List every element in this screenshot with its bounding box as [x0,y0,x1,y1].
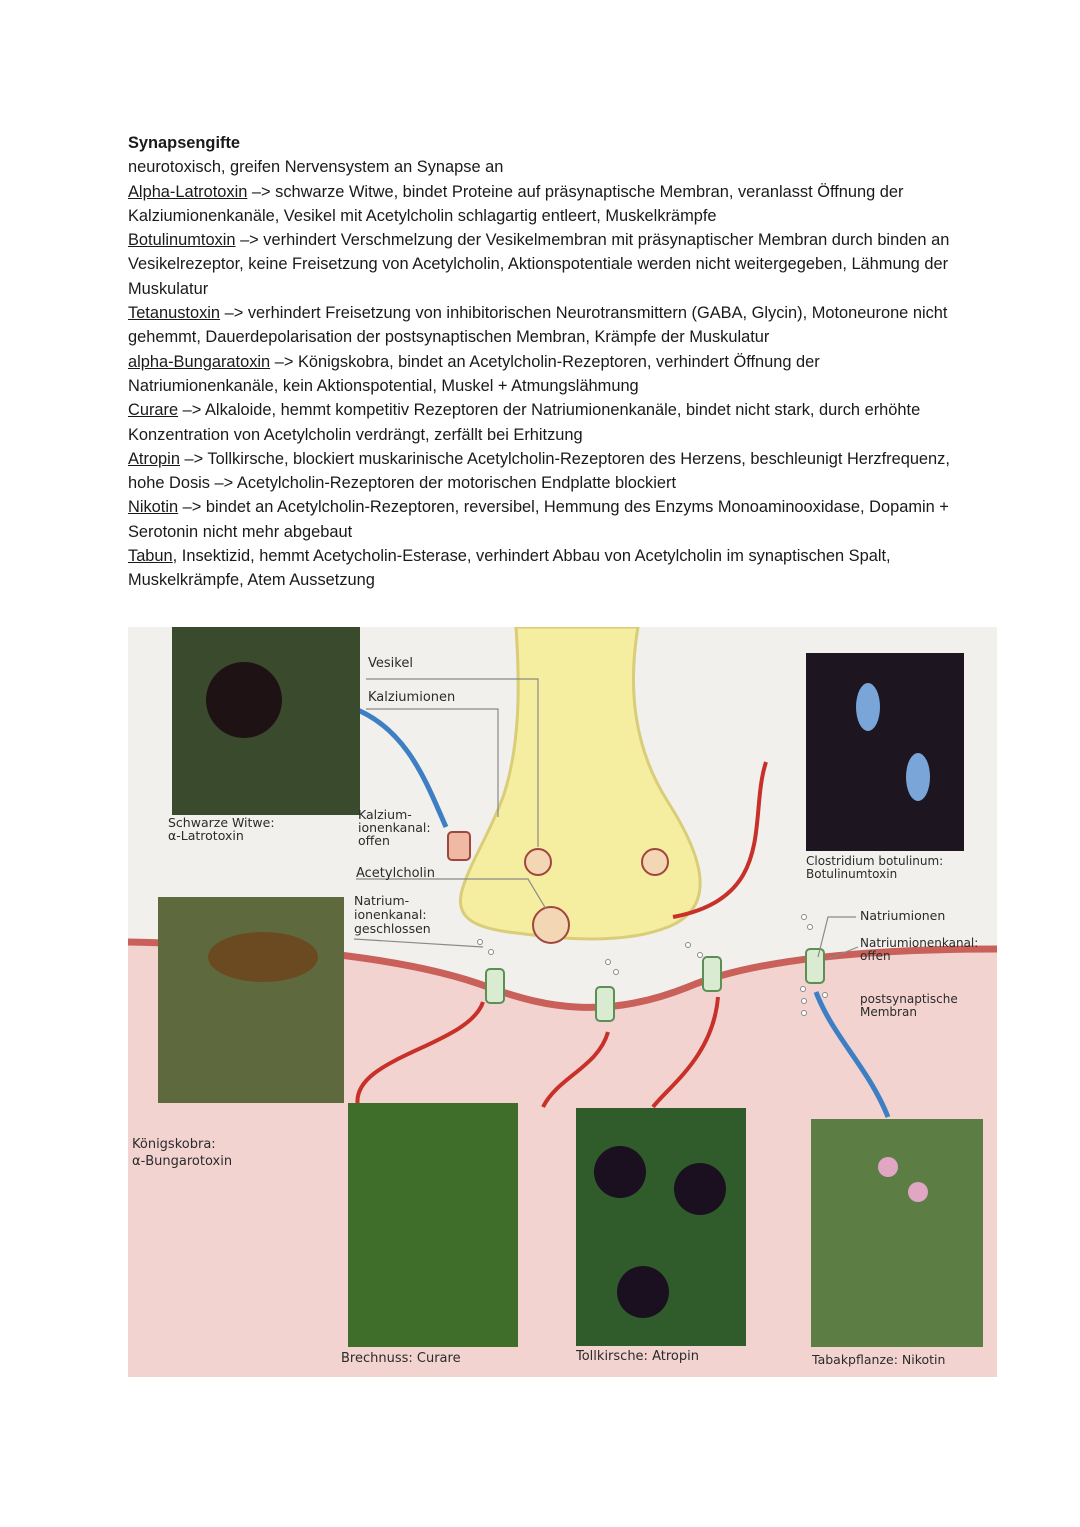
entry-term: Curare [128,401,179,420]
entry-text: –> bindet an Acetylcholin-Rezeptoren, reversibel, Hemmung des Enzyms Monoaminooxidase, Dopamin + Serotonin nicht mehr abgebaut [128,498,949,541]
entry-text: –> verhindert Verschmelzung der Vesikelmembran mit präsynaptischer Membran durch binden an Vesikelrezeptor, keine Freisetzung von Acetylcholin, Aktionspotentiale werden nicht weitergegeben, Lähmung der Muskulatur [128,231,950,298]
entry-tabun [128,544,968,593]
caption-kobra: Königskobra: [132,1137,216,1152]
receptor [806,949,824,983]
entry-atropin [128,447,968,496]
entry-term: Alpha-Latrotoxin [128,182,248,201]
intro: neurotoxisch, greifen Nervensystem an Synapse an [128,158,504,177]
vesicle [525,849,551,875]
label-natriumkanal: geschlossen [354,921,431,936]
tollkirsche-berry [674,1163,726,1215]
entry-term: Tetanustoxin [128,304,221,323]
label-acetylcholin: Acetylcholin [356,866,436,881]
presynaptic-terminal [460,627,700,939]
entry-text: –> Tollkirsche, blockiert muskarinische Acetylcholin-Rezeptoren des Herzens, beschleunigt Herzfrequenz, hohe Dosis –> Acetylcholin-Rezeptoren der motorischen Endplatte blockiert [128,449,950,493]
entry-text: , Insektizid, hemmt Acetycholin-Esterase, verhindert Abbau von Acetylcholin im synaptischen Spalt, Muskelkrämpfe, Atem Aussetzung [128,547,891,590]
label-natriumkanal-offen: offen [860,949,891,963]
tabak-flower [878,1157,898,1177]
caption-clostridium: Botulinumtoxin [806,867,898,881]
caption-tabak: Tabakpflanze: Nikotin [812,1352,946,1367]
receptor [596,987,614,1021]
label-vesikel: Vesikel [368,656,413,671]
entry-tetanustoxin [128,301,968,350]
calcium-channel [448,832,470,860]
synapse-figure [128,627,997,1377]
cobra-head [208,932,318,982]
clostridium-photo [806,653,964,851]
text-block [128,131,968,593]
entry-term: Atropin [128,449,180,468]
tollkirsche-berry [617,1266,669,1318]
label-kalziumkanal: Kalzium- [358,807,412,822]
entry-term: alpha-Bungaratoxin [128,352,271,371]
label-kalziumkanal: ionenkanal: [358,820,431,835]
tollkirsche-berry [594,1146,646,1198]
caption-brechnuss: Brechnuss: Curare [341,1351,461,1366]
label-kalziumkanal: offen [358,833,390,848]
label-natriumkanal: ionenkanal: [354,907,427,922]
entry-curare [128,398,968,447]
cobra-photo [158,897,344,1103]
label-membran: Membran [860,1005,917,1019]
entry-text: –> verhindert Freisetzung von inhibitorischen Neurotransmittern (GABA, Glycin), Motoneurone nicht gehemmt, Dauerdepolarisation der postsynaptischen Membran, Krämpfe der Muskulatur [128,304,948,347]
entry-bungaratoxin [128,350,968,399]
caption-witwe: α-Latrotoxin [168,828,244,843]
brechnuss-photo [348,1103,518,1347]
caption-clostridium: Clostridium botulinum: [806,854,944,868]
black-widow-body [206,662,282,738]
entry-botulinumtoxin [128,228,968,301]
caption-tollkirsche: Tollkirsche: Atropin [576,1349,699,1364]
synapse-diagram [128,627,997,1377]
label-membran: postsynaptische [860,992,958,1006]
entry-nikotin [128,495,968,544]
entry-term: Nikotin [128,498,179,517]
vesicle-fusing [533,907,569,943]
label-natriumkanal-offen: Natriumionenkanal: [860,936,979,950]
label-natriumkanal: Natrium- [354,893,410,908]
caption-witwe: Schwarze Witwe: [168,815,275,830]
tabak-flower [908,1182,928,1202]
entry-term: Botulinumtoxin [128,231,236,250]
clostridium-cell [856,683,880,731]
tabak-photo [811,1119,983,1347]
entry-text: –> schwarze Witwe, bindet Proteine auf präsynaptische Membran, veranlasst Öffnung der Kalziumionenkanäle, Vesikel mit Acetylcholin schlagartig entleert, Muskelkrämpfe [128,182,904,225]
caption-kobra: α-Bungarotoxin [132,1154,233,1169]
receptor [703,957,721,991]
entry-term: Tabun [128,547,173,566]
vesicle [642,849,668,875]
label-natriumionen: Natriumionen [860,908,946,923]
label-kalziumionen: Kalziumionen [368,690,456,705]
entry-text: –> Königskobra, bindet an Acetylcholin-Rezeptoren, verhindert Öffnung der Natriumionenkanäle, kein Aktionspotential, Muskel + Atmungslähmung [128,352,820,395]
clostridium-cell [906,753,930,801]
entry-text: –> Alkaloide, hemmt kompetitiv Rezeptoren der Natriumionenkanäle, bindet nicht stark, durch erhöhte Konzentration von Acetylcholin verdrängt, zerfällt bei Erhitzung [128,401,921,444]
entry-latrotoxin [128,180,968,229]
receptor [486,969,504,1003]
heading: Synapsengifte [128,134,241,152]
